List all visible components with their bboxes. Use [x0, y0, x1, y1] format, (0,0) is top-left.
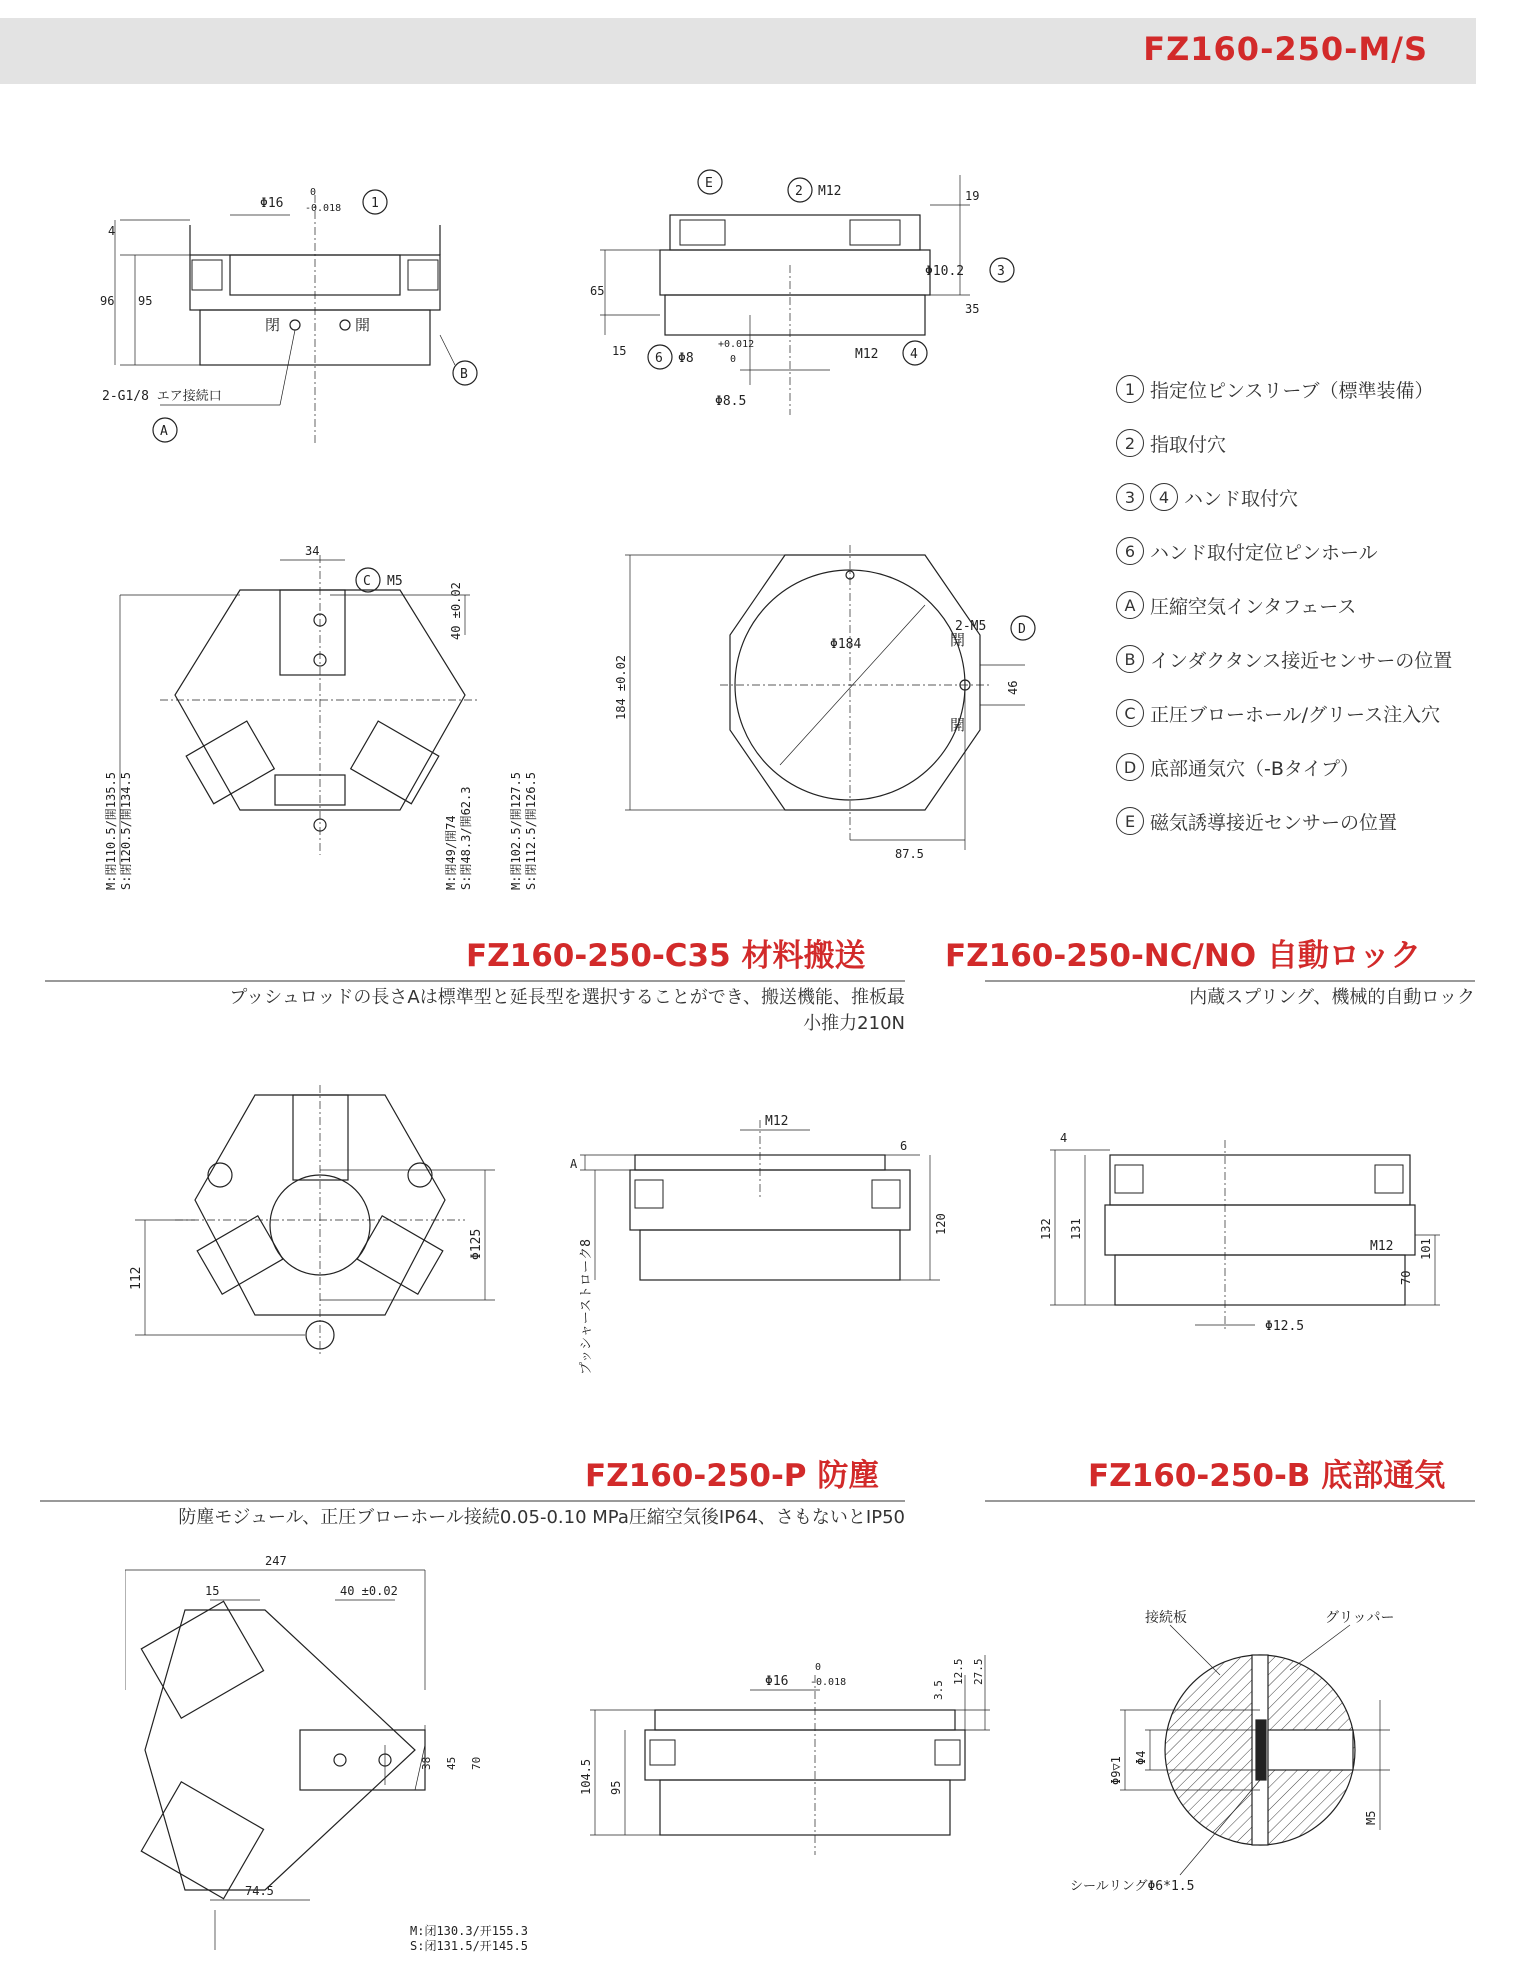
d2-m12b: M12	[855, 347, 879, 362]
d8-h70: 70	[470, 1756, 483, 1770]
d5-h112: 112	[129, 1266, 144, 1290]
d1-open: 開	[355, 316, 371, 334]
section-title-c35: FZ160-250-C35 材料搬送	[466, 938, 866, 974]
d9-h275: 27.5	[972, 1658, 985, 1685]
section-desc-c35-line2: 小推力210N	[803, 1013, 905, 1034]
d10-plate: 接続板	[1145, 1610, 1187, 1626]
d6-a: A	[570, 1157, 578, 1171]
legend-item	[1116, 470, 1452, 524]
d7-h4: 4	[1060, 1131, 1068, 1145]
legend-item	[1116, 362, 1452, 416]
drawing-hex-top-view	[100, 535, 560, 895]
legend-text: 底部通気穴（-Bタイプ）	[1150, 757, 1360, 780]
d8-w745: 74.5	[245, 1884, 274, 1898]
d9-h125: 12.5	[952, 1658, 965, 1685]
section-title-ncno: FZ160-250-NC/NO 自動ロック	[945, 938, 1422, 974]
section-title-b: FZ160-250-B 底部通気	[1088, 1458, 1446, 1494]
d10-phi4: Φ4	[1134, 1750, 1148, 1765]
d2-tol-up: +0.012	[718, 339, 755, 350]
d8-w15: 15	[205, 1584, 220, 1598]
d6-h6: 6	[900, 1139, 908, 1153]
legend-badge: 1	[1116, 375, 1144, 403]
legend-text: 正圧ブローホール/グリース注入穴	[1150, 703, 1441, 726]
drawing-p-top-view	[125, 1550, 545, 1960]
d4-h46: 46	[1006, 680, 1020, 695]
legend-badge: 3	[1116, 483, 1144, 511]
d9-tol-up: 0	[815, 1662, 822, 1673]
legend-text: ハンド取付定位ピンホール	[1150, 541, 1378, 564]
legend-text: 指定位ピンスリーブ（標準装備）	[1150, 379, 1434, 402]
legend-badge: D	[1116, 753, 1144, 781]
drawing-c35-side-view	[560, 1110, 960, 1380]
d4-h184: 184 ±0.02	[614, 654, 628, 720]
section-rule-b	[985, 1500, 1475, 1502]
d1-phi16: Φ16	[260, 196, 284, 211]
d4-w875: 87.5	[895, 847, 924, 861]
legend-text: インダクタンス接近センサーの位置	[1150, 649, 1453, 672]
d8-h45: 45	[445, 1756, 458, 1770]
legend-item	[1116, 740, 1452, 794]
d10-seal: シールリングΦ6*1.5	[1070, 1879, 1195, 1894]
legend-item	[1116, 686, 1452, 740]
legend-item	[1116, 524, 1452, 578]
d7-h131: 131	[1069, 1218, 1083, 1240]
d9-h95: 95	[609, 1780, 623, 1795]
legend-badge: 2	[1116, 429, 1144, 457]
d3-l6: S:閉112.5/開126.5	[524, 772, 538, 890]
d8-h38: 38	[420, 1756, 433, 1770]
section-rule-p	[40, 1500, 905, 1502]
d4-phi184: Φ184	[830, 637, 862, 652]
page-title: FZ160-250-M/S	[1143, 30, 1428, 68]
legend-item	[1116, 416, 1452, 470]
d7-phi125: Φ12.5	[1265, 1319, 1305, 1334]
d2-h15: 15	[612, 344, 627, 358]
legend-item	[1116, 578, 1452, 632]
legend-item	[1116, 794, 1452, 848]
d7-h132: 132	[1039, 1218, 1053, 1240]
d1-tol-lower: -0.018	[305, 203, 342, 214]
section-rule-c35	[45, 980, 905, 982]
d4-open1: 開	[950, 631, 966, 649]
d10-m5: M5	[1364, 1810, 1378, 1825]
d9-phi16: Φ16	[765, 1674, 789, 1689]
d2-h65: 65	[590, 284, 605, 298]
d4-open2: 開	[950, 716, 966, 734]
d9-h1045: 104.5	[579, 1758, 593, 1795]
legend-text: 指取付穴	[1150, 433, 1227, 456]
d8-w247: 247	[265, 1554, 287, 1568]
d3-l4: S:閉48.3/開62.3	[459, 786, 473, 890]
d3-l2: S:閉120.5/開134.5	[119, 772, 133, 890]
d1-circle-b: B	[460, 367, 468, 382]
d1-h96: 96	[100, 294, 115, 308]
d6-h120: 120	[934, 1213, 948, 1235]
d3-w34: 34	[305, 544, 320, 558]
d8-l2: S:闭131.5/开145.5	[410, 1939, 528, 1953]
d1-circle-1: 1	[371, 196, 379, 211]
d7-m12: M12	[1370, 1239, 1394, 1254]
section-desc-ncno: 内蔵スプリング、機械的自動ロック	[1189, 987, 1475, 1008]
d6-stroke: プッシャーストローク8	[579, 1238, 594, 1375]
section-title-p: FZ160-250-P 防塵	[585, 1458, 880, 1494]
d4-2m5: 2-M5	[955, 619, 987, 634]
d3-v40: 40 ±0.02	[449, 582, 463, 640]
drawing-section-view	[590, 165, 1020, 425]
legend-text: 圧縮空気インタフェース	[1150, 595, 1357, 618]
d2-circle-6: 6	[655, 351, 663, 366]
d2-h35: 35	[965, 302, 980, 316]
legend-badge: B	[1116, 645, 1144, 673]
d1-circle-a: A	[160, 424, 168, 439]
legend-list	[1116, 362, 1452, 848]
d8-w40: 40 ±0.02	[340, 1584, 398, 1598]
d2-tol-low: 0	[730, 354, 737, 365]
d2-circle-3: 3	[997, 264, 1005, 279]
d1-h95: 95	[138, 294, 153, 308]
legend-badge: 6	[1116, 537, 1144, 565]
d2-h19: 19	[965, 189, 980, 203]
d1-close: 閉	[265, 316, 281, 334]
legend-badge: A	[1116, 591, 1144, 619]
section-rule-ncno	[985, 980, 1475, 982]
d3-l3: M:閉49/開74	[444, 815, 458, 890]
d7-h101: 101	[1419, 1238, 1433, 1260]
d9-h35: 3.5	[932, 1680, 945, 1700]
d3-circle-c: C	[363, 574, 371, 589]
d6-m12: M12	[765, 1114, 789, 1129]
d2-circle-e: E	[705, 176, 713, 191]
section-desc-c35	[45, 985, 905, 1037]
d10-gripper: グリッパー	[1325, 1610, 1395, 1626]
d9-tol-low: -0.018	[810, 1677, 847, 1688]
drawing-ncno-side-view	[1030, 1120, 1450, 1350]
legend-badge-2: 4	[1150, 483, 1178, 511]
d7-h70: 70	[1399, 1270, 1413, 1285]
d4-circle-d: D	[1018, 622, 1026, 637]
legend-badge: C	[1116, 699, 1144, 727]
d1-tol-upper: 0	[310, 187, 317, 198]
d8-l1: M:闭130.3/开155.3	[410, 1924, 528, 1938]
legend-text: ハンド取付穴	[1184, 487, 1299, 510]
drawing-front-view	[100, 175, 480, 455]
drawing-b-detail	[1060, 1600, 1480, 1900]
legend-badge: E	[1116, 807, 1144, 835]
d1-port: 2-G1/8 エア接続口	[102, 389, 222, 404]
d10-phi9: Φ9▽1	[1109, 1756, 1123, 1785]
d2-phi85: Φ8.5	[715, 394, 747, 409]
d1-h4: 4	[108, 224, 116, 238]
d3-m5: M5	[387, 574, 403, 589]
d3-l1: M:閉110.5/開135.5	[104, 772, 118, 890]
drawing-bottom-view	[605, 540, 1045, 870]
d2-circle-2: 2	[795, 184, 803, 199]
d2-phi8: Φ8	[678, 351, 694, 366]
drawing-c35-top-view	[115, 1070, 505, 1360]
d5-phi125: Φ125	[469, 1228, 484, 1260]
d2-circle-4: 4	[910, 347, 918, 362]
legend-text: 磁気誘導接近センサーの位置	[1150, 811, 1398, 834]
d3-l5: M:閉102.5/開127.5	[509, 772, 523, 890]
legend-item	[1116, 632, 1452, 686]
section-desc-c35-line1: プッシュロッドの長さAは標準型と延長型を選択することができ、搬送機能、推板最	[229, 987, 905, 1008]
header-bar	[0, 18, 1476, 84]
section-desc-p: 防塵モジュール、正圧ブローホール接続0.05-0.10 MPa圧縮空気後IP64、さもないとIP50	[178, 1507, 905, 1528]
d2-m12: M12	[818, 184, 842, 199]
d2-phi102: Φ10.2	[925, 264, 965, 279]
drawing-p-side-view	[570, 1635, 1010, 1865]
